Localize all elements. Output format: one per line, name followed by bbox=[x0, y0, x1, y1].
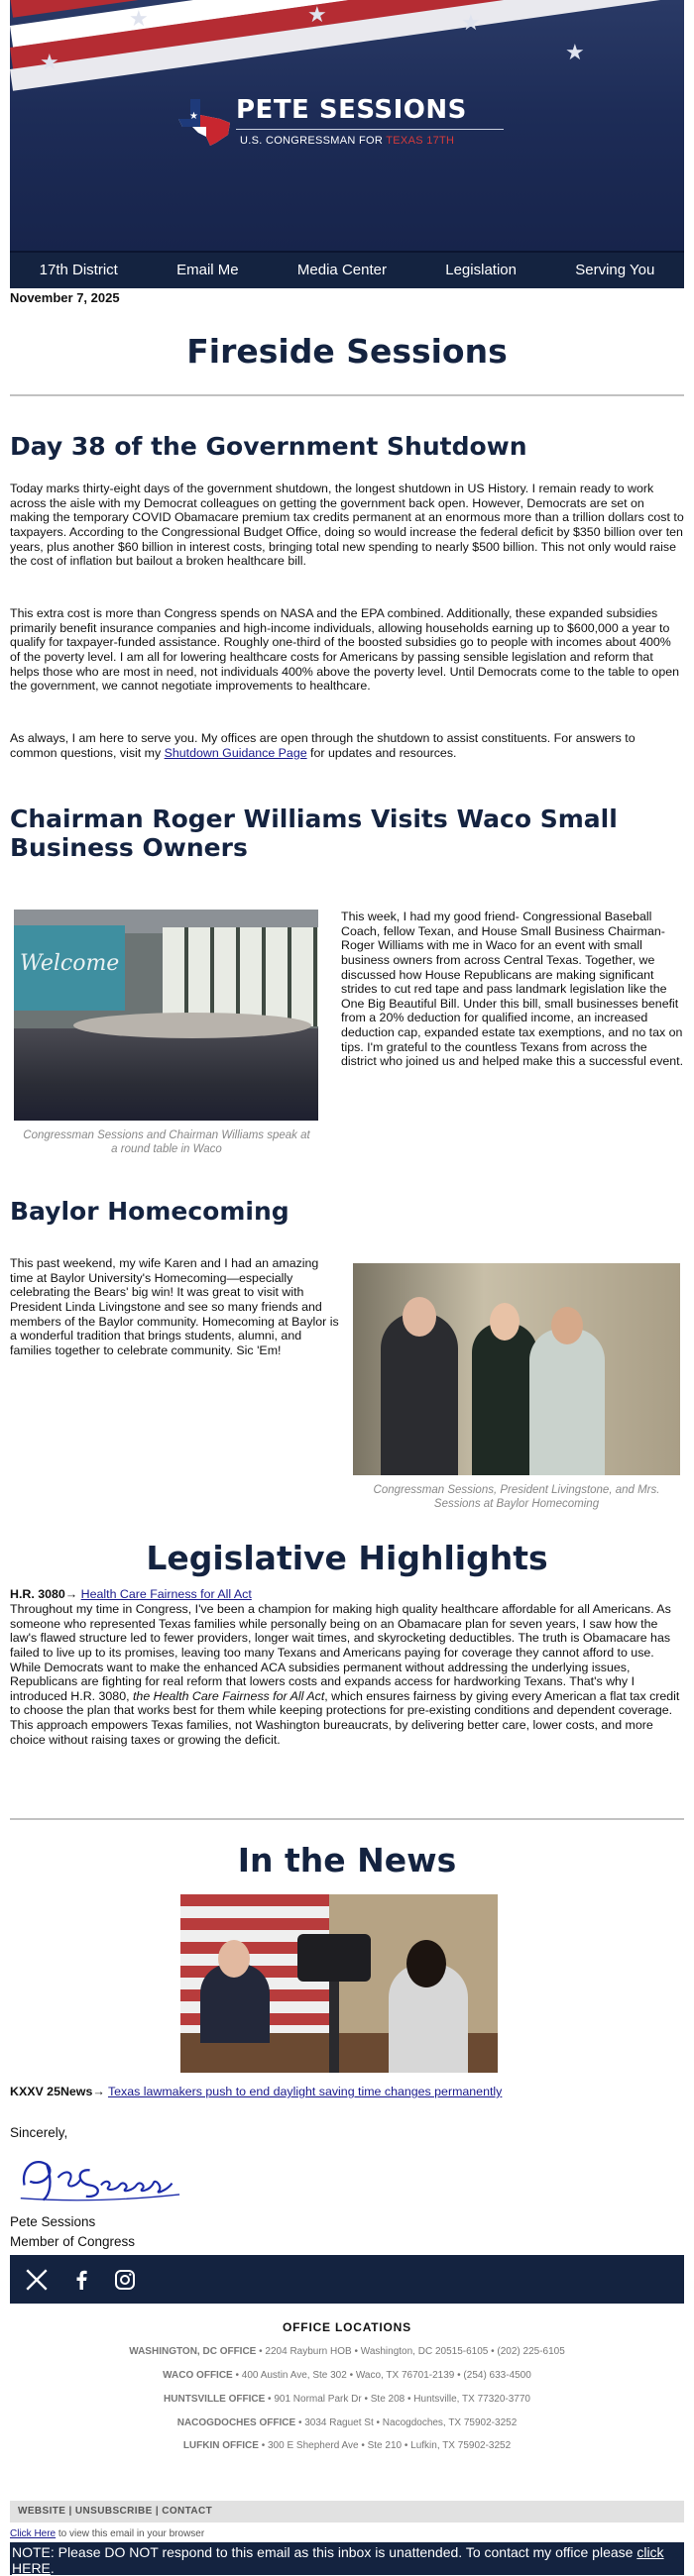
x-icon[interactable] bbox=[24, 2267, 50, 2293]
photo-face-right bbox=[551, 1307, 583, 1344]
legislative-body-tail: , which ensures fairness by giving every American a flat tax credit to choose the plan that works best for them while keeping protections for pre-existing conditions and dependent coverage. This approach empowers Texas families, not Washington bureaucrats, by delivering better care, lower costs, and more choice without raising taxes or growing the deficit. bbox=[10, 1688, 680, 1747]
star-icon: ★ bbox=[40, 50, 59, 74]
nav-legislation[interactable]: Legislation bbox=[445, 262, 517, 279]
logo[interactable] bbox=[176, 95, 523, 157]
office-detail: • 901 Normal Park Dr • Ste 208 • Huntsville, TX 77320-3770 bbox=[265, 2393, 530, 2405]
office-waco bbox=[10, 2370, 684, 2382]
photo-camera bbox=[297, 1934, 371, 1982]
office-huntsville bbox=[10, 2394, 684, 2406]
star-icon: ★ bbox=[129, 6, 149, 31]
photo-crowd bbox=[14, 1028, 318, 1121]
notice-text: NOTE: Please DO NOT respond to this email as this inbox is unattended. To contact my office please bbox=[12, 2544, 637, 2560]
office-washington bbox=[10, 2346, 684, 2358]
nav-email-me[interactable]: Email Me bbox=[176, 262, 239, 279]
legislative-bill-line bbox=[10, 1587, 684, 1602]
footer-separator: | bbox=[65, 2506, 75, 2517]
office-name: WASHINGTON, DC OFFICE bbox=[129, 2346, 257, 2358]
divider bbox=[10, 1818, 684, 1820]
nav-17th-district[interactable]: 17th District bbox=[39, 262, 118, 279]
photo-face-left bbox=[403, 1297, 436, 1337]
divider bbox=[10, 394, 684, 396]
news-interview-photo[interactable] bbox=[180, 1894, 498, 2073]
legislative-body bbox=[10, 1602, 684, 1747]
photo-projector-screen bbox=[14, 925, 125, 1011]
newsletter-date: November 7, 2025 bbox=[10, 290, 120, 305]
photo-table bbox=[73, 1013, 311, 1038]
footer-links bbox=[10, 2501, 684, 2522]
photo-screen-text: Welcome bbox=[20, 951, 120, 976]
news-line bbox=[10, 2085, 684, 2099]
baylor-photo-caption: Congressman Sessions, President Livingstone, and Mrs. Sessions at Baylor Homecoming bbox=[373, 1484, 660, 1510]
office-locations bbox=[10, 2320, 684, 2452]
bill-link[interactable]: Health Care Fairness for All Act bbox=[80, 1587, 252, 1601]
signoff-title: Member of Congress bbox=[10, 2234, 136, 2249]
office-name: NACOGDOCHES OFFICE bbox=[176, 2416, 296, 2428]
photo-person-left bbox=[381, 1313, 458, 1475]
view-in-browser-text: to view this email in your browser bbox=[56, 2528, 205, 2539]
logo-subtitle bbox=[240, 135, 454, 148]
bill-arrow: → bbox=[64, 1587, 81, 1601]
signature-image bbox=[14, 2144, 184, 2209]
newsletter-title: Fireside Sessions bbox=[186, 332, 508, 371]
star-icon: ★ bbox=[307, 2, 327, 27]
baylor-heading: Baylor Homecoming bbox=[10, 1197, 289, 1226]
shutdown-guidance-link[interactable]: Shutdown Guidance Page bbox=[164, 745, 307, 760]
legislative-heading: Legislative Highlights bbox=[146, 1539, 548, 1577]
unattended-inbox-notice bbox=[10, 2542, 684, 2575]
email-container bbox=[10, 0, 684, 2575]
view-in-browser-link[interactable]: Click Here bbox=[10, 2528, 57, 2539]
footer-unsubscribe-link[interactable]: UNSUBSCRIBE bbox=[74, 2506, 153, 2517]
news-arrow: → bbox=[92, 2085, 108, 2098]
shutdown-p3-tail: for updates and resources. bbox=[306, 745, 457, 760]
photo-tripod bbox=[329, 1982, 339, 2073]
photo-face-middle bbox=[490, 1303, 520, 1341]
shutdown-heading: Day 38 of the Government Shutdown bbox=[10, 432, 527, 461]
shutdown-paragraph-2: This extra cost is more than Congress spends on NASA and the EPA combined. Additionally, these expanded subsidies primarily benefit insurance companies and high-income individuals, allowing households earning up to $600,000 a year to qualify for taxpayer-funded assistance. Roughly one-third of the boosted subsidies go to people with incomes about 400% of the poverty level. I am all for lowering healthcare costs for Americans by passing sensible legislation and reform that helps those who are most in need, not individuals 400% above the poverty level. Until Democrats come to the table to open the government, we cannot negotiate improvements to healthcare. bbox=[10, 606, 679, 694]
social-bar bbox=[10, 2255, 684, 2304]
logo-subtitle-district: TEXAS 17TH bbox=[386, 135, 455, 147]
news-source: KXXV 25News bbox=[10, 2085, 93, 2098]
texas-flag-icon bbox=[176, 97, 232, 147]
star-icon: ★ bbox=[461, 10, 481, 35]
office-detail: • 400 Austin Ave, Ste 302 • Waco, TX 76701-2139 • (254) 633-4500 bbox=[232, 2369, 531, 2381]
photo-reporter-hair bbox=[406, 1940, 446, 1987]
photo-person-middle bbox=[472, 1323, 537, 1475]
nav-media-center[interactable]: Media Center bbox=[296, 262, 387, 279]
office-detail: • 2204 Rayburn HOB • Washington, DC 20515-6105 • (202) 225-6105 bbox=[256, 2346, 565, 2358]
logo-name: PETE SESSIONS bbox=[236, 95, 467, 125]
office-detail: • 3034 Raguet St • Nacogdoches, TX 75902-3252 bbox=[295, 2416, 518, 2428]
office-name: LUFKIN OFFICE bbox=[182, 2440, 259, 2452]
svg-text:★: ★ bbox=[189, 111, 198, 122]
office-name: WACO OFFICE bbox=[163, 2369, 233, 2381]
office-locations-title: OFFICE LOCATIONS bbox=[283, 2320, 411, 2334]
office-name: HUNTSVILLE OFFICE bbox=[164, 2393, 266, 2405]
williams-photo-caption: Congressman Sessions and Chairman Williams speak at a round table in Waco bbox=[23, 1129, 310, 1155]
shutdown-paragraph-1: Today marks thirty-eight days of the government shutdown, the longest shutdown in US History. I remain ready to work across the aisle with my Democrat colleagues on getting the government back open. However, Democrats are set on making the temporary COVID Obamacare premium tax credits permanent at an enormous more than a trillion dollars cost to taxpayers. According to the Congressional Budget Office, doing so would increase the federal deficit by $350 billion over ten years, plus another $60 billion in interest costs, bringing total new spending to nearly $500 billion. This not only would raise the cost of inflation but bailout a broken healthcare bill. bbox=[10, 482, 684, 569]
nav-serving-you[interactable]: Serving You bbox=[575, 262, 655, 279]
news-heading: In the News bbox=[237, 1841, 457, 1879]
logo-subtitle-prefix: U.S. CONGRESSMAN FOR bbox=[240, 135, 387, 147]
signoff-name: Pete Sessions bbox=[10, 2214, 96, 2229]
williams-roundtable-photo bbox=[14, 910, 318, 1121]
browser-view-line bbox=[10, 2528, 204, 2540]
facebook-icon[interactable] bbox=[69, 2268, 93, 2292]
news-link[interactable]: Texas lawmakers push to end daylight saving time changes permanently bbox=[107, 2085, 503, 2098]
legislative-body-text: Throughout my time in Congress, I've been a champion for making high quality healthcare affordable for all Americans. As someone who represented Texas families while personally being on an Obamacare plan for seven years, I saw how the law's flawed structure led to fewer providers, longer wait times, and skyrocketing deductibles. The truth is Obamacare has failed to live up to its promises, leaving too many Texans and Americans paying for coverage they cannot afford to use. While Democrats want to make the enhanced ACA subsidies permanent without addressing the underlying issues, Republicans are fighting for real reform that lowers costs and expands access for hardworking Texans. That's why I introduced H.R. 3080, bbox=[10, 1602, 671, 1703]
photo-interviewee-face bbox=[218, 1940, 250, 1978]
baylor-homecoming-photo bbox=[353, 1263, 680, 1475]
signoff-closing: Sincerely, bbox=[10, 2125, 68, 2140]
notice-tail: . bbox=[50, 2559, 55, 2576]
shutdown-paragraph-3 bbox=[10, 731, 684, 760]
nav-bar bbox=[10, 251, 684, 288]
shutdown-p3-text: As always, I am here to serve you. My offices are open through the shutdown to assist constituents. For answers to common questions, visit my bbox=[10, 731, 636, 760]
williams-body: This week, I had my good friend- Congressional Baseball Coach, fellow Texan, and House Small Business Chairman- Roger Williams with me in Waco for an event with small business owners from across Central Texas. Together, we discussed how House Republicans are making significant strides to cut red tape and pass landmark legislation like the One Big Beautiful Bill. Under this bill, small businesses benefit from a 20% deduction for qualified income, an increased deduction cap, expanded estate tax exemptions, and no tax on tips. I'm grateful to the countless Texans from across the district who joined us and helped make this a successful event. bbox=[341, 910, 684, 1069]
williams-heading: Chairman Roger Williams Visits Waco Small Business Owners bbox=[10, 805, 618, 862]
footer-contact-link[interactable]: CONTACT bbox=[162, 2506, 213, 2517]
office-lufkin bbox=[10, 2440, 684, 2452]
bill-number: H.R. 3080 bbox=[10, 1587, 65, 1601]
contact-office-link[interactable]: click HERE bbox=[12, 2544, 664, 2576]
header-banner bbox=[10, 0, 684, 251]
photo-windows bbox=[163, 927, 318, 1026]
office-detail: • 300 E Shepherd Ave • Ste 210 • Lufkin, TX 75902-3252 bbox=[258, 2440, 512, 2452]
photo-person-right bbox=[529, 1329, 605, 1475]
star-icon: ★ bbox=[565, 40, 585, 64]
legislative-bill-title: the Health Care Fairness for All Act bbox=[132, 1688, 325, 1703]
office-nacogdoches bbox=[10, 2417, 684, 2429]
baylor-body: This past weekend, my wife Karen and I had an amazing time at Baylor University's Homecoming—especially celebrating the Bears' big win! It was great to visit with President Linda Livingstone and see so many friends and members of the Baylor community. Homecoming at Baylor is a wonderful tradition that brings students, alumni, and families together to celebrate community. Sic 'Em! bbox=[10, 1256, 339, 1357]
footer-website-link[interactable]: WEBSITE bbox=[18, 2506, 66, 2517]
instagram-icon[interactable] bbox=[113, 2268, 137, 2292]
logo-divider bbox=[236, 129, 504, 130]
footer-separator: | bbox=[152, 2506, 163, 2517]
